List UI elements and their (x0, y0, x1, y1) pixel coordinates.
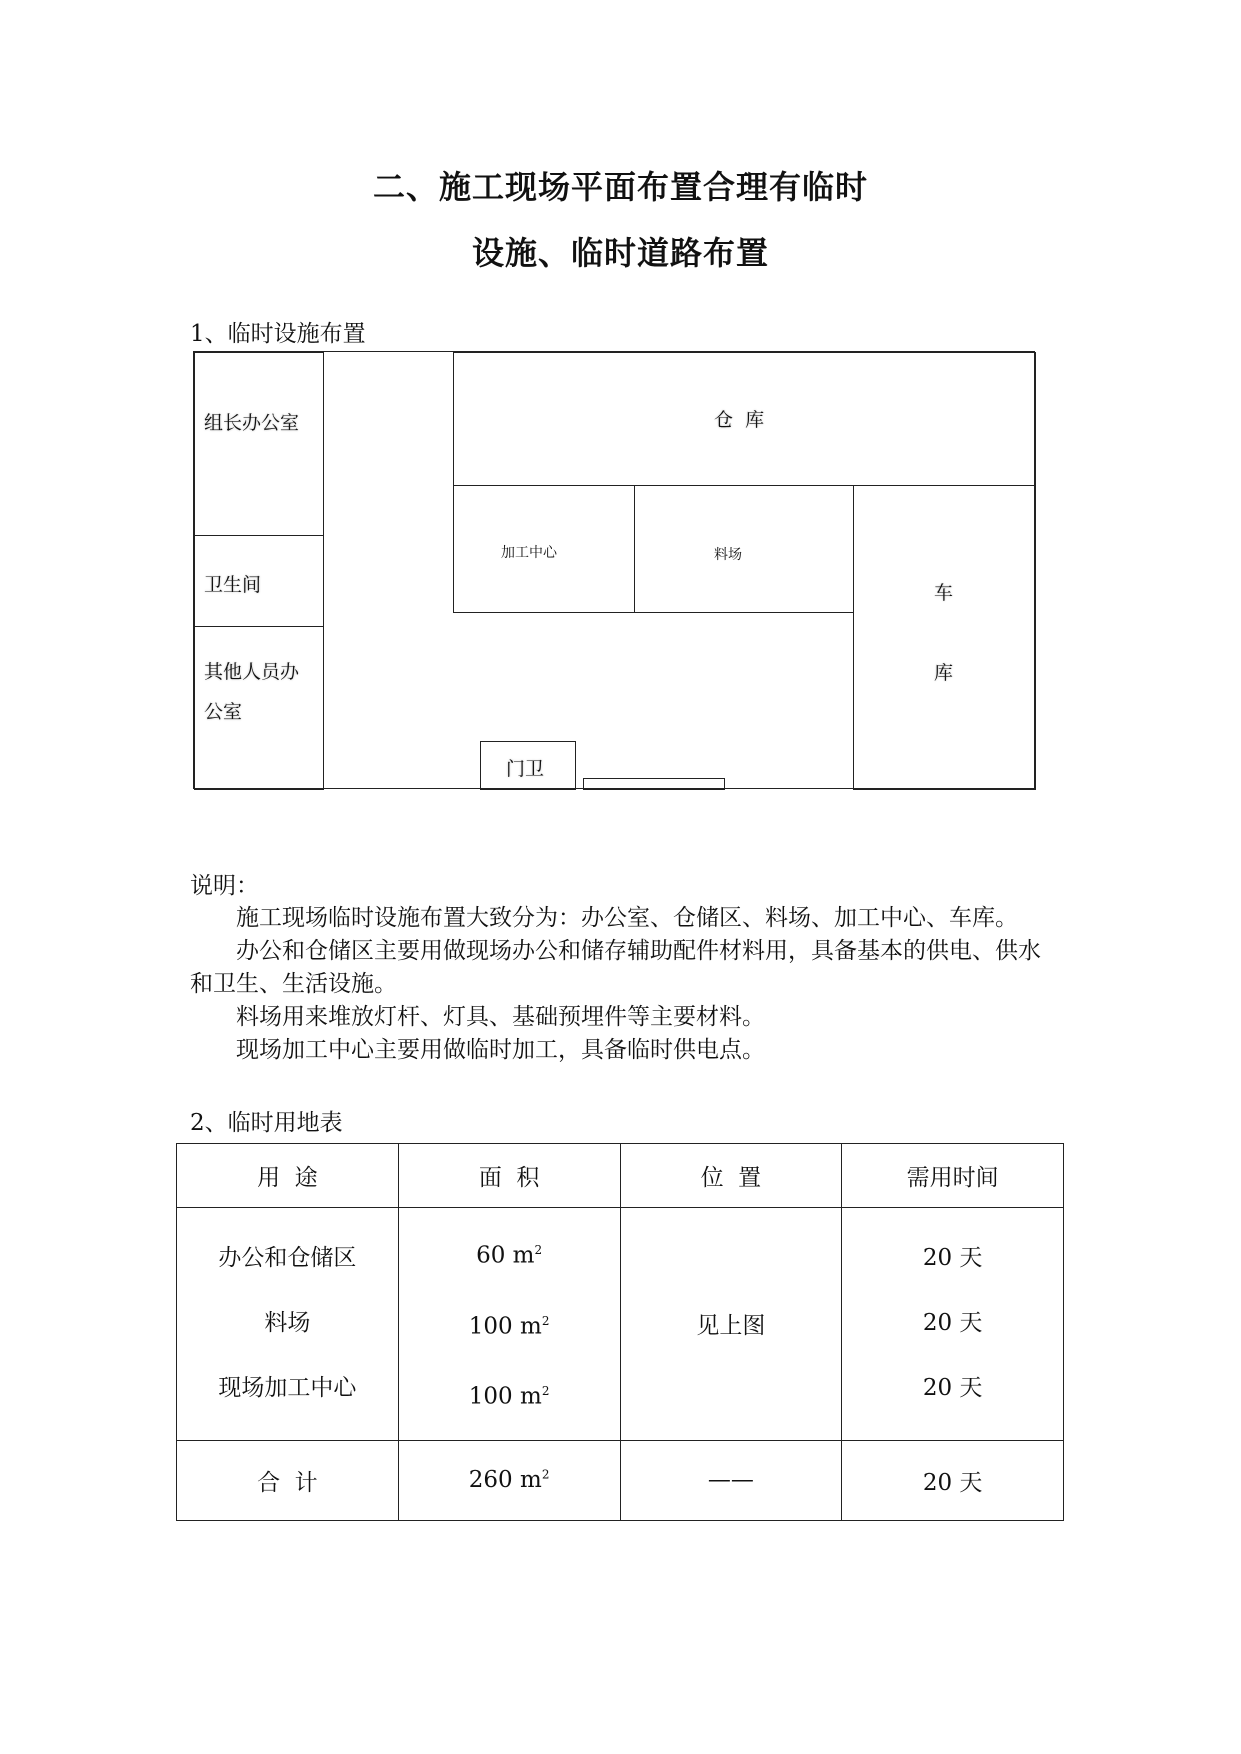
page-title-line2: 设施、临时道路布置 (471, 234, 769, 272)
time-value: 20 天 (922, 1310, 983, 1337)
time-value: 20 天 (922, 1375, 983, 1402)
area-value: 60 $m^2$ (476, 1242, 543, 1269)
warehouse-label: 仓 库 (714, 409, 765, 431)
entrance-gate (583, 778, 725, 790)
page-title-line1: 二、施工现场平面布置合理有临时 (372, 168, 868, 206)
total-area: 260 $m^2$ (398, 1440, 620, 1520)
table-header-row (177, 1144, 1064, 1208)
column-header: 用 途 (177, 1144, 399, 1208)
section1-heading: 1、临时设施布置 (190, 321, 366, 347)
notes-paragraph-2: 办公和仓储区主要用做现场办公和储存辅助配件材料用，具备基本的供电、供水和卫生、生活设施。 (190, 938, 1041, 997)
garage-room (853, 485, 1036, 790)
use-value: 现场加工中心 (218, 1375, 357, 1402)
site-layout-diagram (193, 351, 1035, 789)
column-header: 需用时间 (842, 1144, 1064, 1208)
land-use-table (176, 1143, 1064, 1521)
use-value: 办公和仓储区 (218, 1245, 357, 1272)
total-location: —— (620, 1440, 842, 1520)
location-cell: 见上图 (620, 1208, 842, 1441)
use-value: 料场 (264, 1310, 311, 1337)
section2-heading: 2、临时用地表 (190, 1110, 343, 1136)
other-office-label: 其他人员办公室 (204, 661, 300, 723)
notes-paragraph-4: 现场加工中心主要用做临时加工，具备临时供电点。 (236, 1037, 765, 1063)
gate-label: 门卫 (506, 758, 545, 780)
notes-paragraph-1: 施工现场临时设施布置大致分为：办公室、仓储区、料场、加工中心、车库。 (236, 905, 1018, 931)
area-value: 100 $m^2$ (468, 1313, 550, 1340)
processing-center-label: 加工中心 (501, 545, 557, 561)
material-yard-label: 料场 (714, 547, 742, 563)
time-cell (842, 1208, 1064, 1441)
material-yard-room (634, 485, 854, 613)
area-cell (398, 1208, 620, 1441)
column-header: 位 置 (620, 1144, 842, 1208)
time-value: 20 天 (922, 1245, 983, 1272)
column-header: 面 积 (398, 1144, 620, 1208)
area-value: 100 $m^2$ (468, 1383, 550, 1410)
toilet-label: 卫生间 (204, 574, 262, 596)
garage-label-2: 库 (934, 662, 954, 684)
table-total-row (177, 1440, 1064, 1520)
leader-office-label: 组长办公室 (204, 412, 300, 434)
notes-paragraph-3: 料场用来堆放灯杆、灯具、基础预埋件等主要材料。 (236, 1004, 765, 1030)
garage-label-1: 车 (934, 582, 954, 604)
total-time: 20 天 (842, 1440, 1064, 1520)
table-row (177, 1208, 1064, 1441)
notes-label: 说明： (190, 873, 259, 899)
total-label: 合 计 (177, 1440, 399, 1520)
use-cell (177, 1208, 399, 1441)
leader-office-room (194, 352, 324, 536)
